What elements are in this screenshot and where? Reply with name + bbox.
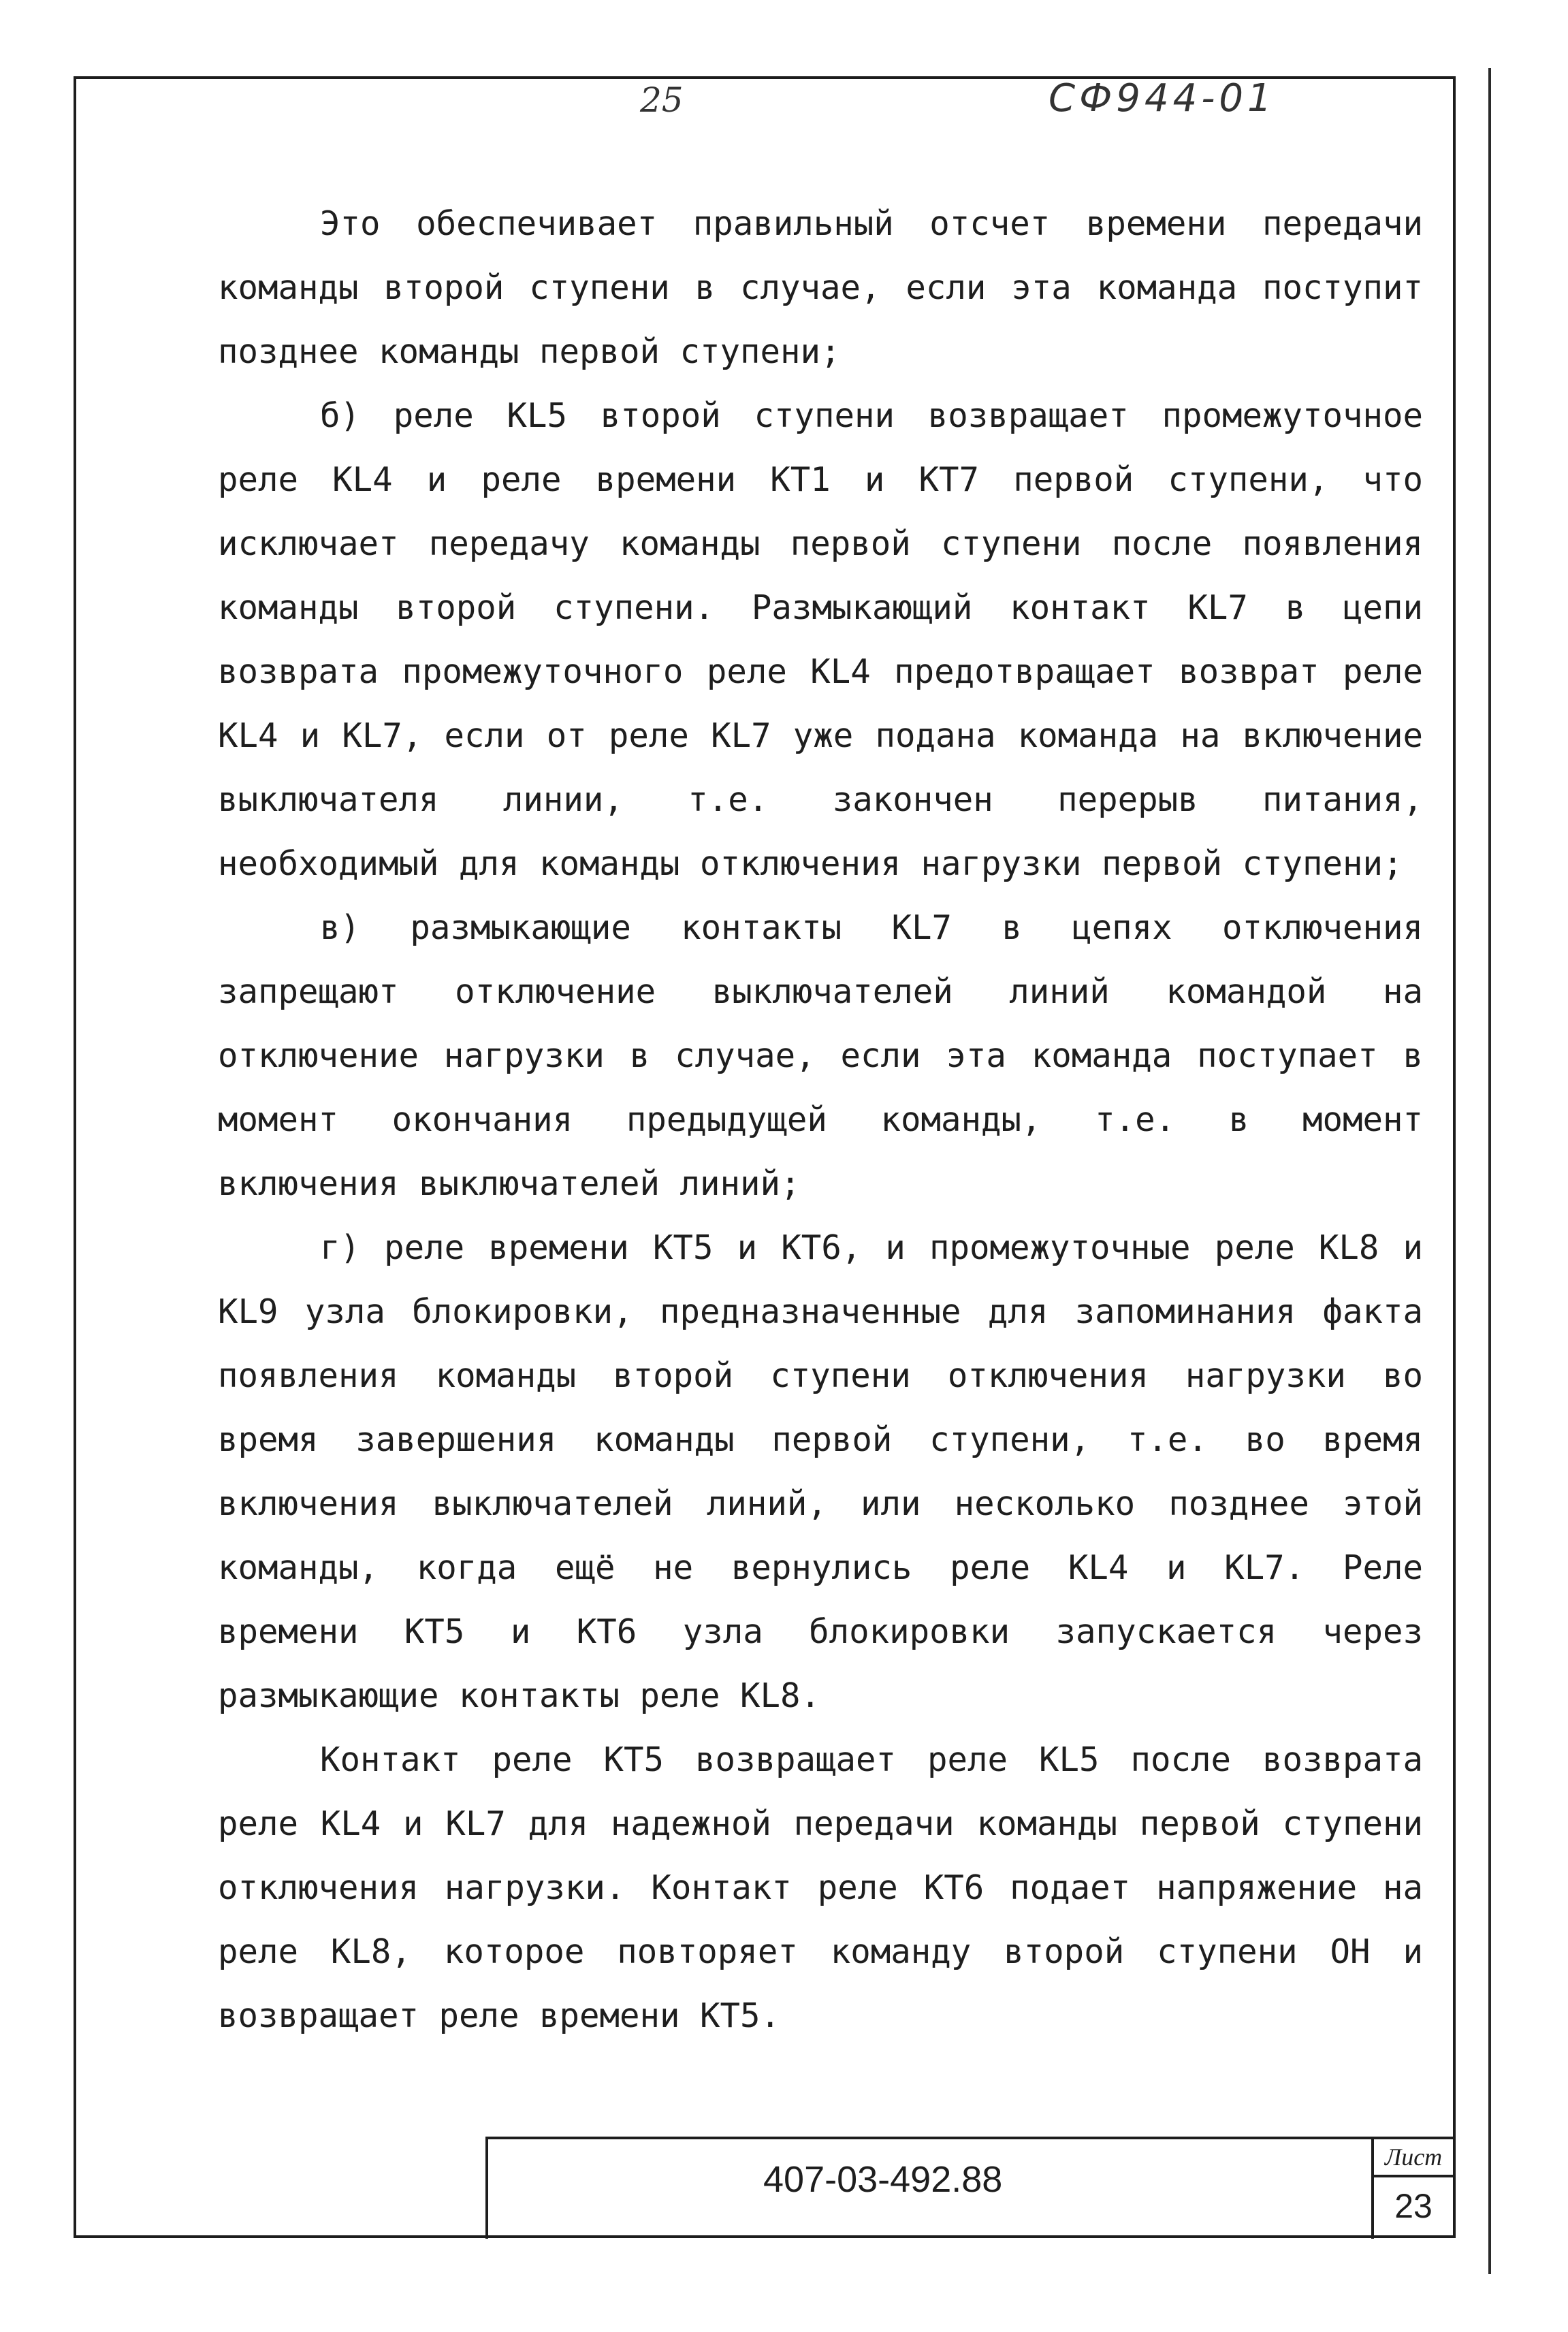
handwritten-document-code: СФ944-01 <box>1049 76 1276 121</box>
paragraph-2: б) реле KL5 второй ступени возвращает промежуточное реле KL4 и реле времени КТ1 и КТ7 первой ступени, что исключает передачу команды первой ступени после появления команды второй ступени. Размыкающий контакт KL7 в цепи возврата промежуточного реле KL4 предотвращает возврат реле KL4 и KL7, если от реле KL7 уже подана команда на включение выключателя линии, т.е. закончен перерыв питания, необходимый для команды отключения нагрузки первой ступени; <box>218 396 1423 883</box>
sheet-label: Лист <box>1374 2139 1453 2177</box>
sheet-box <box>1371 2139 1453 2239</box>
title-block <box>485 2137 1453 2239</box>
paragraph-1: Это обеспечивает правильный отсчет времени передачи команды второй ступени в случае, если эта команда поступит позднее команды первой ступени; <box>218 204 1423 371</box>
document-number: 407-03-492.88 <box>763 2159 1003 2200</box>
binding-rule <box>1488 68 1491 2274</box>
handwritten-page-mark: 25 <box>640 80 684 120</box>
paragraph-4: г) реле времени КТ5 и КТ6, и промежуточные реле KL8 и KL9 узла блокировки, предназначенные для запоминания факта появления команды второй ступени отключения нагрузки во время завершения команды первой ступени, т.е. во время включения выключателей линий, или несколько позднее этой команды, когда ещё не вернулись реле KL4 и KL7. Реле времени КТ5 и КТ6 узла блокировки запускается через размыкающие контакты реле KL8. <box>218 1228 1423 1715</box>
sheet-number: 23 <box>1394 2187 1433 2225</box>
paragraph-5: Контакт реле КТ5 возвращает реле KL5 после возврата реле KL4 и KL7 для надежной передачи команды первой ступени отключения нагрузки. Контакт реле КТ6 подает напряжение на реле KL8, которое повторяет команду второй ступени ОН и возвращает реле времени КТ5. <box>218 1740 1423 2035</box>
document-body <box>218 192 1423 2048</box>
paragraph-3: в) размыкающие контакты KL7 в цепях отключения запрещают отключение выключателей линий командой на отключение нагрузки в случае, если эта команда поступает в момент окончания предыдущей команды, т.е. в момент включения выключателей линий; <box>218 908 1423 1203</box>
